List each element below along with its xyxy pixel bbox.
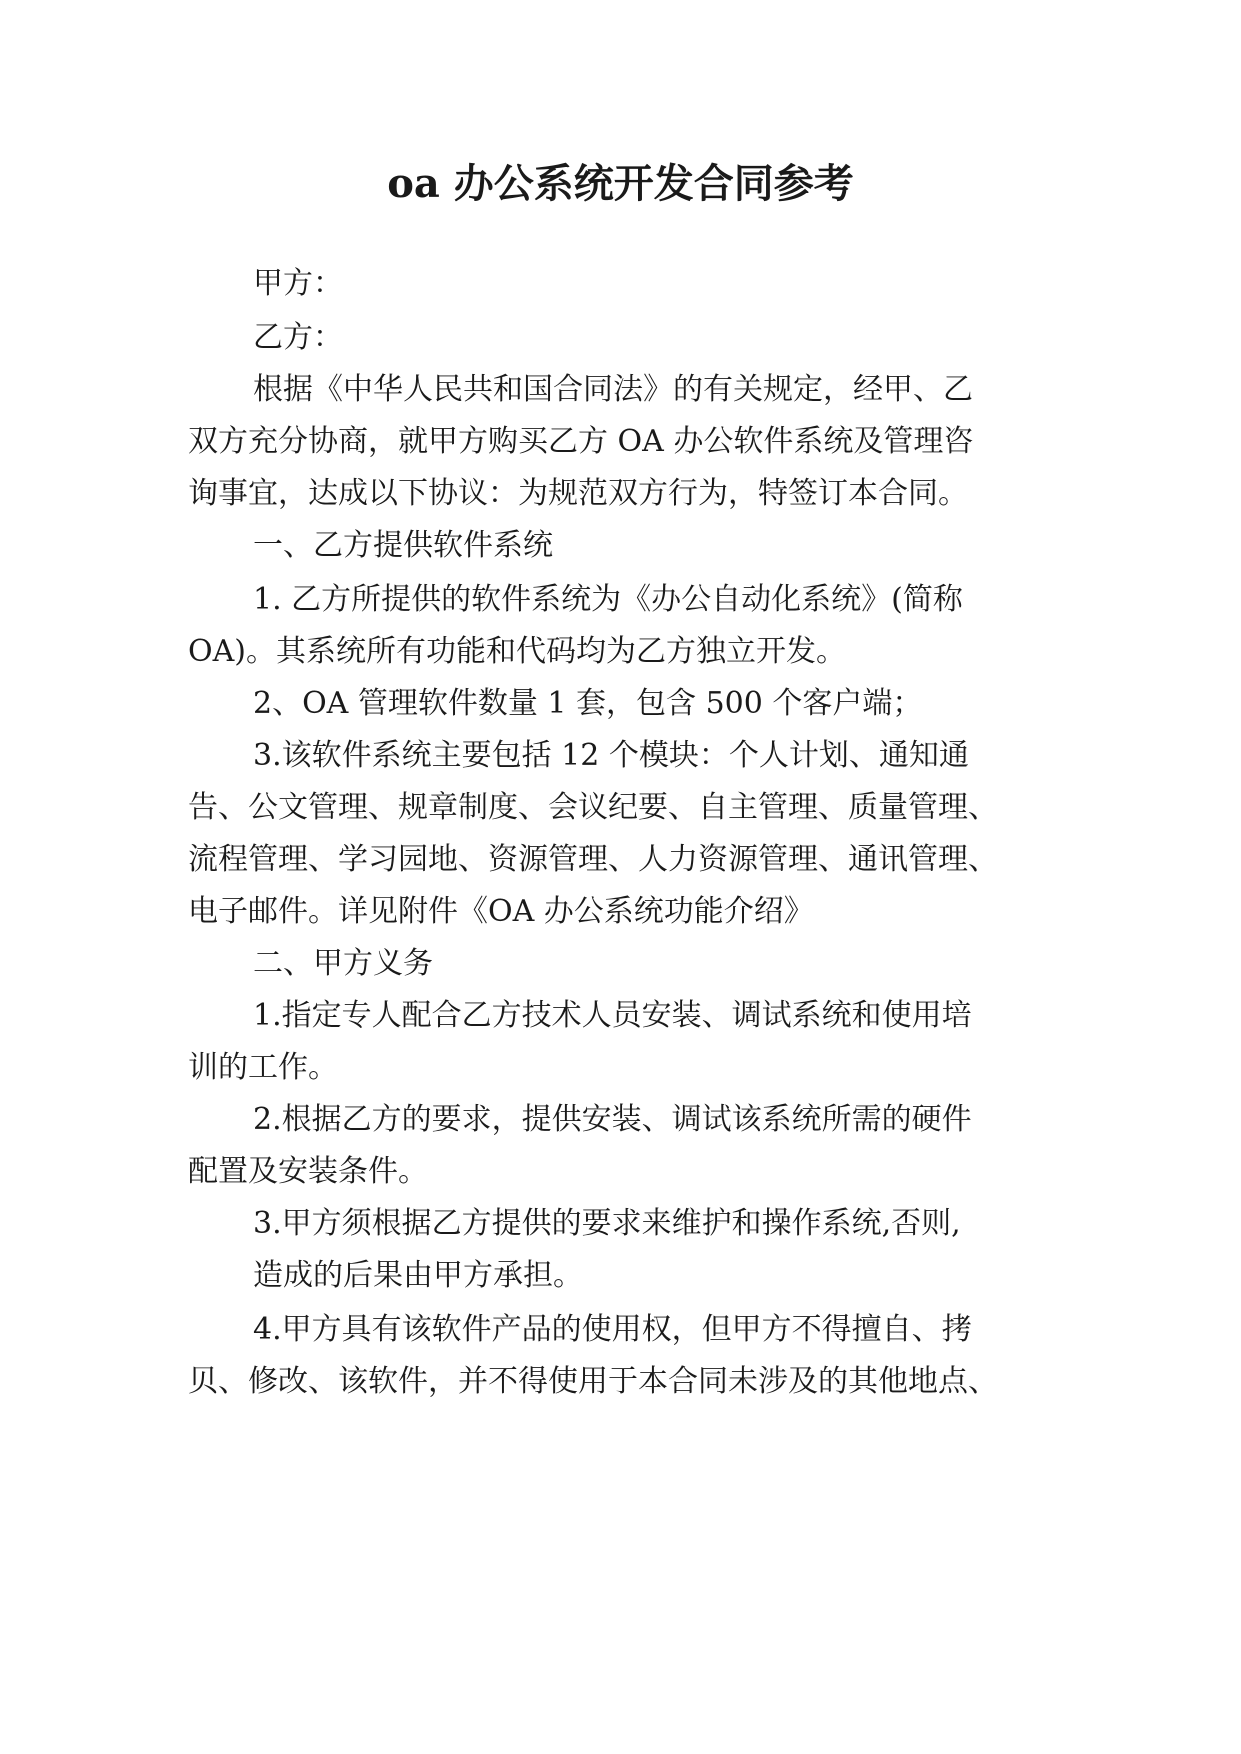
paragraph-line: 2.根据乙方的要求，提供安装、调试该系统所需的硬件 bbox=[253, 1102, 972, 1137]
paragraph-line: 3.甲方须根据乙方提供的要求来维护和操作系统,否则, bbox=[253, 1206, 961, 1241]
paragraph-line: 双方充分协商，就甲方购买乙方 OA 办公软件系统及管理咨 bbox=[188, 424, 974, 459]
section-heading-2: 二、甲方义务 bbox=[253, 946, 433, 981]
document-title: oa 办公系统开发合同参考 bbox=[387, 160, 854, 207]
paragraph-line: 根据《中华人民共和国合同法》的有关规定，经甲、乙 bbox=[253, 372, 973, 407]
paragraph-line: 配置及安装条件。 bbox=[188, 1154, 428, 1189]
paragraph-line: 4.甲方具有该软件产品的使用权，但甲方不得擅自、拷 bbox=[253, 1312, 972, 1347]
paragraph-line: 造成的后果由甲方承担。 bbox=[253, 1258, 583, 1293]
paragraph-line: 3.该软件系统主要包括 12 个模块：个人计划、通知通 bbox=[253, 738, 969, 773]
paragraph-line: 电子邮件。详见附件《OA 办公系统功能介绍》 bbox=[188, 894, 814, 929]
paragraph-line: 2、OA 管理软件数量 1 套，包含 500 个客户端； bbox=[253, 686, 923, 721]
section-heading-1: 一、乙方提供软件系统 bbox=[253, 528, 553, 563]
party-a-line: 甲方： bbox=[253, 266, 343, 301]
paragraph-line: 询事宜，达成以下协议：为规范双方行为，特签订本合同。 bbox=[188, 476, 968, 511]
paragraph-line: OA)。其系统所有功能和代码均为乙方独立开发。 bbox=[188, 634, 846, 669]
paragraph-line: 训的工作。 bbox=[188, 1050, 338, 1085]
paragraph-line: 1. 乙方所提供的软件系统为《办公自动化系统》(简称 bbox=[253, 582, 963, 617]
paragraph-line: 告、公文管理、规章制度、会议纪要、自主管理、质量管理、 bbox=[188, 790, 998, 825]
party-b-line: 乙方： bbox=[253, 320, 343, 355]
paragraph-line: 流程管理、学习园地、资源管理、人力资源管理、通讯管理、 bbox=[188, 842, 998, 877]
paragraph-line: 贝、修改、该软件，并不得使用于本合同未涉及的其他地点、 bbox=[188, 1364, 998, 1399]
paragraph-line: 1.指定专人配合乙方技术人员安装、调试系统和使用培 bbox=[253, 998, 972, 1033]
